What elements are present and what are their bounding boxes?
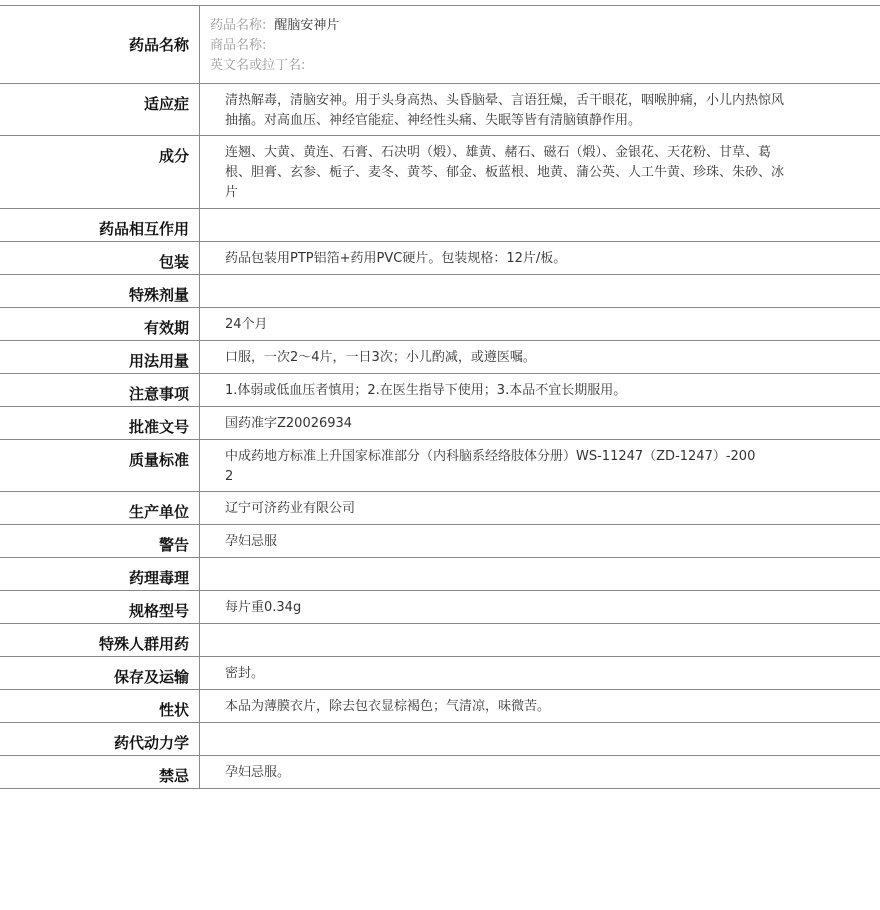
row-value: 孕妇忌服 [225,534,278,549]
row-specification [0,591,880,624]
row-quality-standard [0,440,880,492]
row-approval-number [0,407,880,440]
generic-name-key: 药品名称: [210,18,267,33]
row-value: 清热解毒，清脑安神。用于头身高热、头昏脑晕、言语狂燥，舌干眼花，咽喉肿痛，小儿内热惊风抽搐。对高血压、神经官能症、神经性头痛、失眠等皆有清脑镇静作用。 [225,93,785,128]
row-storage [0,657,880,690]
row-value: 密封。 [225,666,265,681]
row-value: 口服，一次2～4片，一日3次；小儿酌减，或遵医嘱。 [225,350,536,365]
row-label: 成分 [0,136,200,208]
row-label: 适应症 [0,84,200,135]
row-warning [0,525,880,558]
row-label: 用法用量 [0,341,200,373]
row-label: 警告 [0,525,200,557]
row-value [200,209,880,241]
row-package [0,242,880,275]
row-label: 药代动力学 [0,723,200,755]
english-name-line [210,56,870,76]
row-ingredients [0,136,880,209]
row-label: 性状 [0,690,200,722]
row-value: 国药准字Z20026934 [225,416,353,431]
generic-name-value: 醒脑安神片 [274,18,340,33]
row-label: 药品相互作用 [0,209,200,241]
row-indications [0,84,880,136]
generic-name-line [210,16,870,36]
name-block [200,6,880,83]
row-value [200,275,880,307]
row-special-dosage [0,275,880,308]
row-value: 1.体弱或低血压者慎用；2.在医生指导下使用；3.本品不宜长期服用。 [225,383,627,398]
row-label: 药品名称 [0,6,200,83]
row-manufacturer [0,492,880,525]
row-interactions [0,209,880,242]
row-drug-name [0,6,880,84]
row-label: 特殊剂量 [0,275,200,307]
row-label: 批准文号 [0,407,200,439]
row-value: 每片重0.34g [225,600,302,615]
row-dosage [0,341,880,374]
trade-name-key: 商品名称: [210,38,267,53]
row-pharmacokinetics [0,723,880,756]
row-value: 药品包装用PTP铝箔+药用PVC硬片。包装规格：12片/板。 [225,251,567,266]
row-label: 特殊人群用药 [0,624,200,656]
row-label: 规格型号 [0,591,200,623]
row-value [200,723,880,755]
row-value: 辽宁可济药业有限公司 [225,501,356,516]
row-value [200,624,880,656]
trade-name-line [210,36,870,56]
row-shelf-life [0,308,880,341]
row-description [0,690,880,723]
row-value: 24个月 [225,317,268,332]
drug-info-table [0,5,880,789]
row-contraindications [0,756,880,789]
row-label: 注意事项 [0,374,200,406]
row-value: 中成药地方标准上升国家标准部分（内科脑系经络肢体分册）WS-11247（ZD-1247）-2002 [225,449,756,484]
row-label: 包装 [0,242,200,274]
row-label: 生产单位 [0,492,200,524]
row-label: 有效期 [0,308,200,340]
row-precautions [0,374,880,407]
row-label: 禁忌 [0,756,200,788]
row-value: 本品为薄膜衣片，除去包衣显棕褐色；气清凉，味微苦。 [225,699,551,714]
row-label: 保存及运输 [0,657,200,689]
row-special-populations [0,624,880,657]
row-value: 连翘、大黄、黄连、石膏、石决明（煅）、雄黄、赭石、磁石（煅）、金银花、天花粉、甘草、葛根、胆膏、玄参、栀子、麦冬、黄芩、郁金、板蓝根、地黄、蒲公英、人工牛黄、珍珠、朱砂、冰片 [225,145,785,200]
row-value [200,558,880,590]
row-label: 药理毒理 [0,558,200,590]
row-value: 孕妇忌服。 [225,765,291,780]
english-name-key: 英文名或拉丁名: [210,58,306,73]
row-label: 质量标准 [0,440,200,491]
row-pharmacology [0,558,880,591]
